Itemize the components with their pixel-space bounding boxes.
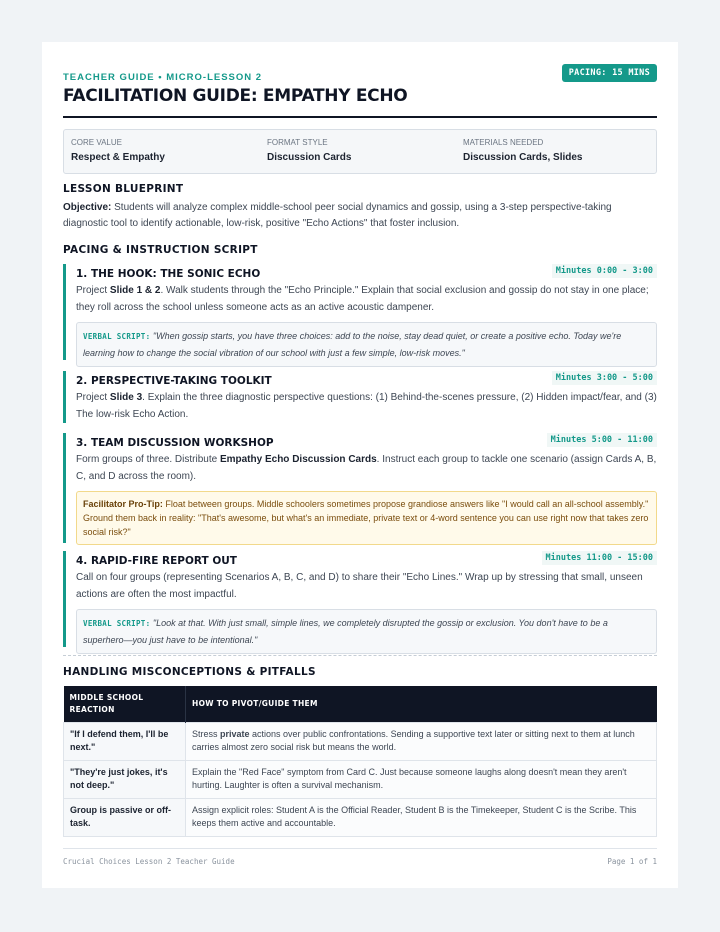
verbal-script-text: "When gossip starts, you have three choices: add to the noise, stay dead quiet, or create a positive echo. Today we're learning how to change the social vibration of our school with just a few simple, low-risk moves." [83, 331, 622, 358]
step-report-out [63, 551, 657, 647]
step-body-text: . Explain the three diagnostic perspective questions: (1) Behind-the-scenes pressure, (2) Hidden impact/fear, and (3) The low-risk Echo Action. [76, 392, 657, 420]
meta-value: Discussion Cards, Slides [463, 152, 583, 163]
step-body-emphasis: Slide 3 [109, 392, 143, 403]
step-header [76, 371, 657, 387]
meta-label: FORMAT STYLE [267, 138, 328, 147]
table-row [64, 722, 657, 760]
meta-label: CORE VALUE [71, 138, 122, 147]
reaction-cell: "They're just jokes, it's not deep." [64, 760, 186, 798]
step-time-badge: Minutes 3:00 - 5:00 [552, 371, 657, 385]
table-header-row [64, 686, 657, 722]
teacher-guide-page [42, 42, 678, 888]
step-toolkit [63, 371, 657, 423]
misconceptions-table [63, 686, 657, 837]
step-time-badge: Minutes 11:00 - 15:00 [542, 551, 657, 565]
step-body-text: . Instruct each group to tackle one scenario (assign Cards A, B, C, and D across the room). [76, 454, 657, 482]
meta-label: MATERIALS NEEDED [463, 138, 544, 147]
meta-value: Discussion Cards [267, 152, 352, 163]
step-body: Call on four groups (representing Scenarios A, B, C, and D) to share their "Echo Lines." Wrap up by stressing that small, unseen actions are often the most impactful. [76, 572, 643, 600]
verbal-script-text: "Look at that. With just small, simple lines, we completely disrupted the gossip or exclusion. You don't have to be a superhero—you just have to be intentional." [83, 618, 608, 645]
step-header [76, 264, 657, 280]
pro-tip-text: Float between groups. Middle schoolers sometimes propose grandiose answers like "I would call an all-school assembly." Ground them back in reality: "That's awesome, but what's an immediate, private text or 4-word sentence you can use right now that takes zero social risk?" [83, 499, 649, 537]
step-header [76, 433, 657, 449]
step-body-emphasis: Empathy Echo Discussion Cards [219, 454, 377, 465]
column-header-reaction: MIDDLE SCHOOL REACTION [64, 686, 186, 722]
section-divider [63, 655, 657, 656]
footer-divider [63, 848, 657, 849]
pivot-emphasis: private [220, 728, 250, 739]
step-workshop [63, 433, 657, 543]
pivot-cell [186, 798, 657, 836]
step-body-text: Project [76, 285, 110, 296]
page-title: FACILITATION GUIDE: EMPATHY ECHO [63, 86, 408, 106]
step-body-text: . Walk students through the "Echo Principle." Explain that social exclusion and gossip do not stay in one place; they roll across the school unless someone acts as an active acoustic dampener. [76, 285, 649, 313]
step-body-emphasis: Slide 1 & 2 [109, 285, 161, 296]
step-time-badge: Minutes 5:00 - 11:00 [547, 433, 657, 447]
pivot-text: Stress [192, 728, 221, 739]
pacing-badge: PACING: 15 MINS [562, 64, 657, 82]
step-header [76, 551, 657, 567]
step-title: 3. TEAM DISCUSSION WORKSHOP [76, 437, 274, 449]
objective-text: Students will analyze complex middle-school peer social dynamics and gossip, using a 3-step perspective-taking diagnostic tool to identify actionable, low-risk, positive "Echo Actions" that foster inclusion. [63, 202, 612, 229]
step-title: 2. PERSPECTIVE-TAKING TOOLKIT [76, 375, 272, 387]
meta-materials [463, 138, 583, 163]
pivot-text: Explain the "Red Face" symptom from Card C. Just because someone laughs along doesn't mean they aren't hurting. Laughter is often a survival mechanism. [192, 766, 627, 790]
pro-tip-box [76, 491, 657, 545]
step-title: 1. THE HOOK: THE SONIC ECHO [76, 268, 261, 280]
verbal-script-box [76, 609, 657, 654]
reaction-cell: Group is passive or off-task. [64, 798, 186, 836]
pivot-text: Assign explicit roles: Student A is the Official Reader, Student B is the Timekeeper, Student C is the Scribe. This keeps them active and accountable. [192, 804, 637, 828]
step-body-text: Form groups of three. Distribute [76, 454, 220, 465]
meta-format-style [267, 138, 351, 163]
pacing-script-heading: PACING & INSTRUCTION SCRIPT [63, 244, 258, 256]
footer-document-title: Crucial Choices Lesson 2 Teacher Guide [63, 857, 235, 866]
blueprint-heading: LESSON BLUEPRINT [63, 183, 184, 195]
step-body [76, 390, 657, 423]
step-body [76, 283, 657, 316]
verbal-script-label: VERBAL SCRIPT: [83, 332, 151, 341]
objective-label: Objective: [63, 202, 112, 213]
pro-tip-label: Facilitator Pro-Tip: [83, 499, 163, 509]
column-header-pivot: HOW TO PIVOT/GUIDE THEM [186, 686, 657, 722]
step-body-text: Project [76, 392, 110, 403]
step-title: 4. RAPID-FIRE REPORT OUT [76, 555, 237, 567]
pivot-cell [186, 722, 657, 760]
pivot-text: actions over public confrontations. Sending a supportive text later or sitting next to them at lunch carries almost zero social risk but means the world. [192, 728, 635, 752]
pivot-cell [186, 760, 657, 798]
step-hook [63, 264, 657, 360]
misconceptions-heading: HANDLING MISCONCEPTIONS & PITFALLS [63, 666, 316, 678]
step-time-badge: Minutes 0:00 - 3:00 [552, 264, 657, 278]
footer-page-number: Page 1 of 1 [607, 857, 657, 866]
meta-value: Respect & Empathy [71, 152, 165, 163]
meta-core-value [71, 138, 165, 163]
verbal-script-box [76, 322, 657, 367]
eyebrow-label: TEACHER GUIDE • MICRO-LESSON 2 [63, 72, 263, 83]
title-divider [63, 116, 657, 118]
step-body [76, 452, 657, 485]
table-row [64, 760, 657, 798]
table-row [64, 798, 657, 836]
verbal-script-label: VERBAL SCRIPT: [83, 619, 151, 628]
lesson-meta-panel [63, 129, 657, 174]
reaction-cell: "If I defend them, I'll be next." [64, 722, 186, 760]
objective-paragraph [63, 200, 657, 232]
